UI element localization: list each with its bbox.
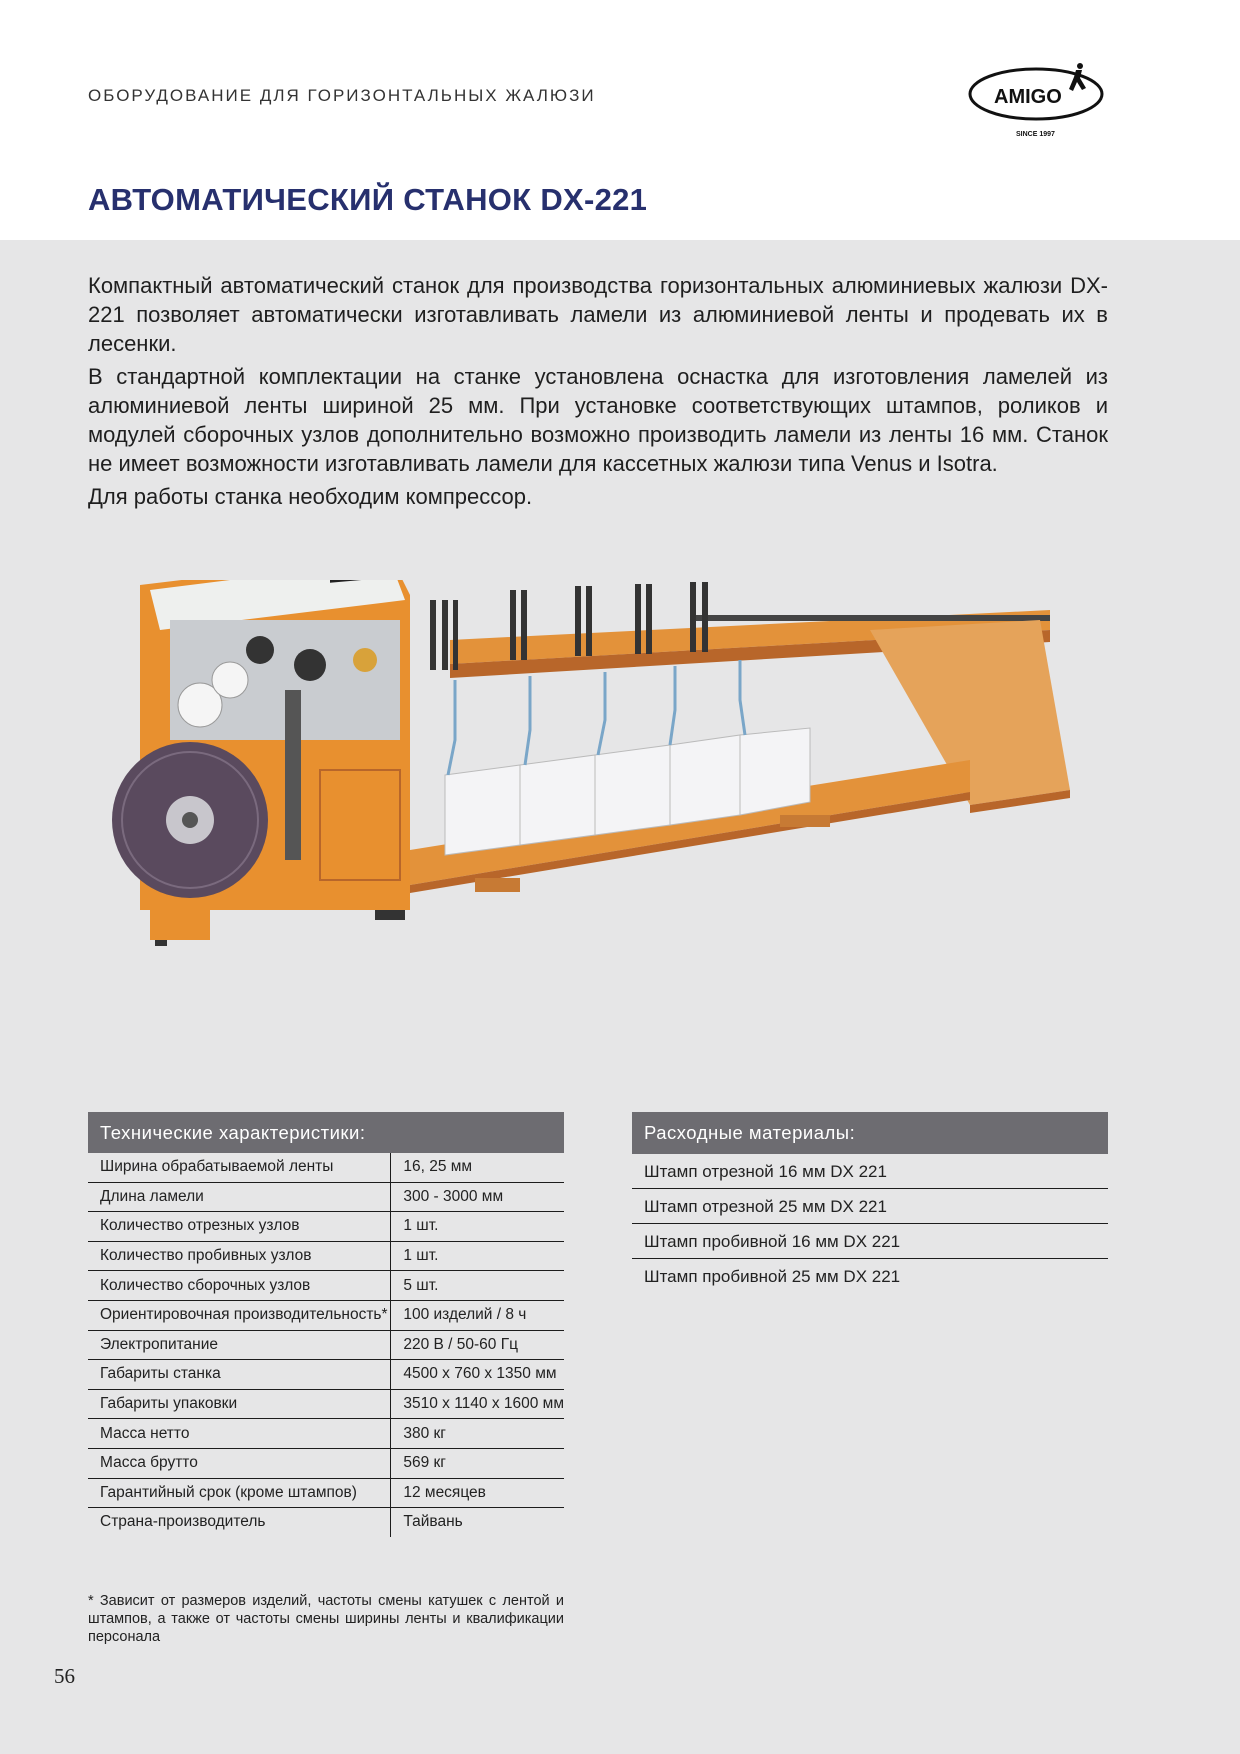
spec-label: Габариты станка (88, 1360, 391, 1390)
spec-label: Количество отрезных узлов (88, 1212, 391, 1242)
page-title: АВТОМАТИЧЕСКИЙ СТАНОК DX-221 (88, 182, 648, 217)
intro-paragraph: В стандартной комплектации на станке установлена оснастка для изготовления ламелей из алюминиевой ленты шириной 25 мм. При установке соответствующих штампов, роликов и модулей сборочных узлов дополнительно возможно производить ламели из ленты 16 мм. Станок не имеет возможности изготавливать ламели для кассетных жалюзи типа Venus и Isotra. (88, 364, 1108, 476)
spec-label: Масса нетто (88, 1419, 391, 1449)
list-item: Штамп отрезной 25 мм DX 221 (632, 1189, 1108, 1224)
spec-label: Страна-производитель (100, 1513, 266, 1531)
spec-label: Количество пробивных узлов (88, 1241, 391, 1271)
spec-value: 4500 х 760 х 1350 мм (391, 1360, 564, 1390)
table-row (88, 1212, 564, 1242)
table-row (88, 1153, 564, 1182)
table-row (88, 1389, 564, 1419)
spec-value: 12 месяцев (391, 1478, 564, 1508)
machine-photo (110, 580, 1090, 1060)
spec-value: 3510 х 1140 х 1600 мм (391, 1389, 564, 1419)
spec-value: 220 В / 50-60 Гц (391, 1330, 564, 1360)
spec-label: Габариты упаковки (88, 1389, 391, 1419)
spec-label: Масса брутто (88, 1448, 391, 1478)
spec-value: 1 шт. (391, 1212, 564, 1242)
intro-text (88, 271, 1108, 515)
spec-value: 380 кг (391, 1419, 564, 1449)
table-row (88, 1300, 564, 1330)
spec-label: Количество сборочных узлов (88, 1271, 391, 1301)
specs-table (88, 1112, 564, 1537)
list-item: Штамп пробивной 16 мм DX 221 (632, 1224, 1108, 1259)
amigo-logo (968, 56, 1108, 146)
table-row (88, 1360, 564, 1390)
consumables-list (632, 1112, 1108, 1293)
table-row (88, 1271, 564, 1301)
spec-value: 569 кг (391, 1448, 564, 1478)
section-label: ОБОРУДОВАНИЕ ДЛЯ ГОРИЗОНТАЛЬНЫХ ЖАЛЮЗИ (88, 86, 596, 105)
list-item: Штамп пробивной 25 мм DX 221 (644, 1267, 901, 1286)
table-row (88, 1448, 564, 1478)
spec-label: Гарантийный срок (кроме штампов) (88, 1478, 391, 1508)
table-row (88, 1241, 564, 1271)
table-row (88, 1508, 564, 1537)
spec-value: 300 - 3000 мм (391, 1182, 564, 1212)
spec-label: Ориентировочная производительность* (88, 1300, 391, 1330)
spec-label: Ширина обрабатываемой ленты (88, 1153, 391, 1182)
consumables-header: Расходные материалы: (632, 1112, 1108, 1154)
spec-value: 1 шт. (391, 1241, 564, 1271)
table-row (88, 1419, 564, 1449)
spec-label: Электропитание (88, 1330, 391, 1360)
spec-value: 5 шт. (391, 1271, 564, 1301)
table-row (88, 1182, 564, 1212)
spec-value: 100 изделий / 8 ч (391, 1300, 564, 1330)
table-row (88, 1478, 564, 1508)
list-item: Штамп отрезной 16 мм DX 221 (632, 1154, 1108, 1189)
logo-text: AMIGO (994, 86, 1062, 108)
logo-since: SINCE 1997 (1016, 131, 1055, 138)
spec-label: Длина ламели (88, 1182, 391, 1212)
intro-paragraph: Компактный автоматический станок для производства горизонтальных алюминиевых жалюзи DX-221 позволяет автоматически изготавливать ламели из алюминиевой ленты и продевать их в лесенки. (88, 273, 1108, 356)
footnote: * Зависит от размеров изделий, частоты смены катушек с лентой и штампов, а также от частоты смены ширины ленты и квалификации персонала (88, 1593, 564, 1645)
table-row (88, 1330, 564, 1360)
page-number: 56 (54, 1664, 75, 1688)
spec-value: Тайвань (391, 1508, 564, 1537)
specs-header: Технические характеристики: (88, 1112, 564, 1153)
spec-value: 16, 25 мм (391, 1153, 564, 1182)
intro-paragraph: Для работы станка необходим компрессор. (88, 484, 533, 509)
